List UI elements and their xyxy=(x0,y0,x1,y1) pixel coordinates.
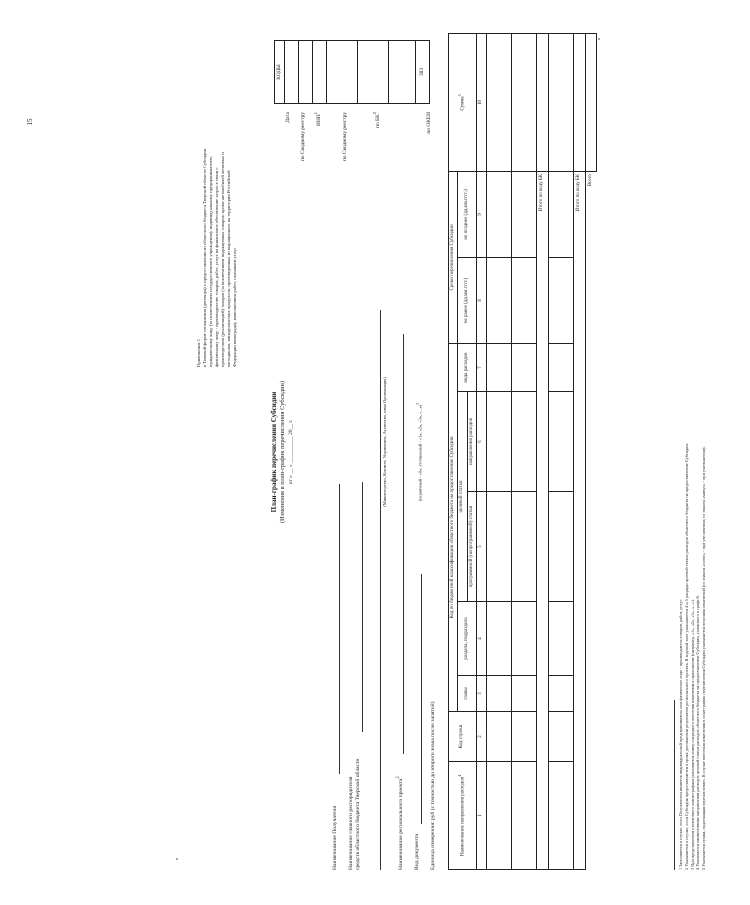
header-bk-group: Код по бюджетной классификации областного бюджета на предоставление Субсидии xyxy=(449,343,458,711)
ministry-hint: (Министерство, Комитет, Управление, Агентство, иная Организация) xyxy=(382,377,387,507)
registry-code-label-2: по Сводному реестру xyxy=(342,112,348,161)
appendix-line: Приложение 1 xyxy=(196,338,201,367)
table-cell[interactable] xyxy=(486,257,511,343)
col-number: 8 xyxy=(476,257,486,343)
document-type-hint xyxy=(416,352,423,552)
okei-code-label: по ОКЕИ xyxy=(426,112,432,134)
table-cell[interactable] xyxy=(486,492,511,602)
table-cell[interactable] xyxy=(548,676,573,712)
table-cell[interactable] xyxy=(548,492,573,602)
header-vid: вида расходов xyxy=(458,343,477,391)
footnote: 2 Указывается в случае, если Субсидия предоставляется в целях достижения результатов регионального проекта. В кодовой зоне указываются 4 и 5 разряды целевой статьи расходов областного бюджета на предоставление Субсидии. xyxy=(683,443,689,870)
table-cell[interactable] xyxy=(548,257,573,343)
table-cell[interactable] xyxy=(511,762,536,870)
table-cell[interactable] xyxy=(511,33,536,171)
table-cell[interactable] xyxy=(548,171,573,257)
table-cell[interactable] xyxy=(548,762,573,870)
scan-speck xyxy=(598,38,600,40)
header-not-earlier: не ранее (дд.мм.гггг.) xyxy=(458,257,477,343)
total-bk-row xyxy=(536,33,548,869)
header-sum-sup: 5 xyxy=(457,94,463,97)
registry-code-label-1: по Сводному реестру xyxy=(300,112,306,161)
header-sum xyxy=(449,33,477,171)
form-subtitle: (Изменения в план-график перечисления Субсидии) xyxy=(278,380,286,524)
codes-box xyxy=(274,40,430,104)
header-direction: направления расходов xyxy=(467,392,476,492)
title-block xyxy=(270,322,295,582)
regional-project-label xyxy=(396,776,405,870)
appendix-line: Федерации винограда), выполнением работ, оказанием услуг xyxy=(231,247,237,367)
header-not-later: не позднее (дд.мм.гггг.) xyxy=(458,171,477,257)
scan-speck xyxy=(176,858,178,860)
total-bk-label: Итого по коду БК xyxy=(573,171,585,869)
footnote: 4 Указывается наименование направления расходов целевой статьи расходов областного бюджета на предоставление Субсидии, указанного в графе 6. xyxy=(695,595,701,870)
main-manager-line[interactable] xyxy=(362,482,363,732)
table-cell[interactable] xyxy=(548,343,573,391)
inn-code-cell[interactable] xyxy=(313,41,327,104)
table-cell[interactable] xyxy=(486,171,511,257)
header-direction-text: Наименование направления расходов xyxy=(461,776,467,857)
table-cell[interactable] xyxy=(511,676,536,712)
main-manager-line-2[interactable] xyxy=(380,310,381,870)
total-bk-label: Итого по коду БК xyxy=(536,171,548,869)
regional-project-line[interactable] xyxy=(403,334,404,754)
table-cell[interactable] xyxy=(511,257,536,343)
document-type-line[interactable] xyxy=(421,574,422,824)
table-row xyxy=(511,33,536,869)
recipient-line[interactable] xyxy=(339,484,340,774)
table-row xyxy=(548,33,573,869)
col-number: 3 xyxy=(476,676,486,712)
table-cell[interactable] xyxy=(511,343,536,391)
total-bk-cell[interactable] xyxy=(536,33,548,171)
unit-label: Единица измерения: руб (с точностью до второго знака после запятой) xyxy=(430,701,436,870)
footnotes xyxy=(678,34,707,870)
appendix-line: физическому лицу - производителю товаров, работ, услуг на финансовое обеспечение затрат в связи с xyxy=(213,167,219,367)
col-number: 2 xyxy=(476,712,486,762)
col-number: 10 xyxy=(476,33,486,171)
table-cell[interactable] xyxy=(511,712,536,762)
okei-code-cell: 383 xyxy=(416,41,430,104)
regional-project-text: Наименование регионального проекта xyxy=(397,778,404,870)
main-manager-label-2: средств областного бюджета Тверской области xyxy=(355,758,361,870)
empty-code-cell[interactable] xyxy=(389,41,416,104)
col-number: 9 xyxy=(476,171,486,257)
form-sheet xyxy=(190,22,750,882)
table-cell[interactable] xyxy=(511,602,536,676)
table-cell[interactable] xyxy=(511,392,536,492)
total-bk-row xyxy=(573,33,585,869)
col-number: 4 xyxy=(476,602,486,676)
header-target-group: целевой статьи xyxy=(458,392,467,602)
table-cell[interactable] xyxy=(486,602,511,676)
grand-total-row xyxy=(585,33,597,869)
schedule-table xyxy=(448,33,597,870)
header-program: программной (непрограммной) статьи xyxy=(467,492,476,602)
header-razdel: раздела, подраздела xyxy=(458,602,477,676)
appendix-line: производством (реализацией) товаров (за исключением подакцизных товаров, кроме автомобилей легковых и xyxy=(219,152,225,367)
inn-code-label xyxy=(313,112,323,232)
recipient-label: Наименование Получателя xyxy=(332,805,338,870)
header-sum-text: Сумма xyxy=(461,96,467,111)
table-cell[interactable] xyxy=(511,171,536,257)
footnote: 1 Заполняется в случае, если Получателем является индивидуальный предприниматель или физическое лицо - производитель товаров, работ, услуг. xyxy=(678,599,683,870)
col-number: 6 xyxy=(476,392,486,492)
page-number: 15 xyxy=(26,118,34,126)
table-cell[interactable] xyxy=(486,712,511,762)
inn-text: ИНН xyxy=(315,114,322,126)
col-number: 1 xyxy=(476,762,486,870)
document-type-label: Вид документа xyxy=(414,834,420,870)
bk-text: по БК xyxy=(374,114,381,128)
main-manager-label-1: Наименование главного распорядителя xyxy=(348,776,354,870)
grand-total-label: Всего xyxy=(588,173,594,187)
bk-code-label xyxy=(372,112,382,232)
header-direction-name xyxy=(449,762,477,870)
bk-sup: 2 xyxy=(372,112,377,115)
inn-sup: 1 xyxy=(313,112,318,115)
codes-header: КОДЫ xyxy=(275,41,285,104)
table-cell[interactable] xyxy=(548,602,573,676)
table-cell[interactable] xyxy=(486,676,511,712)
header-row-code: Код строки xyxy=(449,712,477,762)
col-number: 7 xyxy=(476,343,486,391)
col-number: 5 xyxy=(476,492,486,602)
table-cell[interactable] xyxy=(548,33,573,171)
footnote: 3 При представлении уточненного плана-графика указывается номер очередного внесения изменения в приложение (например, «1», «2», «3», «...»). xyxy=(689,599,695,870)
table-cell[interactable] xyxy=(486,343,511,391)
date-code-cell[interactable] xyxy=(285,41,299,104)
header-glava: главы xyxy=(458,676,477,712)
date-code-label: Дата xyxy=(285,112,291,123)
footnote: 5 Указывается сумма, подлежащая перечислению. В случае внесения изменения в план-график перечисления Субсидии указывается величина изменений (со знаком «плюс» - при увеличении; со знаком «минус» - при уменьшении). xyxy=(701,446,707,870)
appendix-note xyxy=(196,27,238,367)
table-cell[interactable] xyxy=(486,392,511,492)
document-hint-sup: 3 xyxy=(416,402,420,405)
footnote-rule xyxy=(674,700,675,870)
form-title: План-график перечисления Субсидии xyxy=(270,391,278,513)
document-hint-text: (первичный - «0», уточненный - «1», «2», «3», «...») xyxy=(417,404,423,502)
table-cell[interactable] xyxy=(548,392,573,492)
total-bk-cell[interactable] xyxy=(573,33,585,171)
registry-code-cell-2[interactable] xyxy=(327,41,358,104)
appendix-line: мотоциклов, винодельческих продуктов, произведенных из выращенного на территории Российской xyxy=(225,170,231,367)
grand-total-cell[interactable] xyxy=(585,33,597,171)
appendix-line: юридическому лицу (за исключением государственного учреждения), индивидуальному предпринимателю, xyxy=(207,155,213,367)
table-cell[interactable] xyxy=(548,712,573,762)
table-row xyxy=(486,33,511,869)
header-direction-sup: 4 xyxy=(457,774,463,777)
table-cell[interactable] xyxy=(486,762,511,870)
table-cell[interactable] xyxy=(511,492,536,602)
bk-code-cell[interactable] xyxy=(358,41,389,104)
registry-code-cell-1[interactable] xyxy=(299,41,313,104)
regional-project-sup: 2 xyxy=(396,776,401,779)
header-terms-group: Сроки перечисления Субсидии xyxy=(449,171,458,343)
form-date-line: от « __ » __________ 20__ г. xyxy=(287,419,294,485)
table-cell[interactable] xyxy=(486,33,511,171)
appendix-line: к Типовой форме соглашения (договора) о предоставлении из областного бюджета Тверской области Субсидии xyxy=(201,148,207,367)
